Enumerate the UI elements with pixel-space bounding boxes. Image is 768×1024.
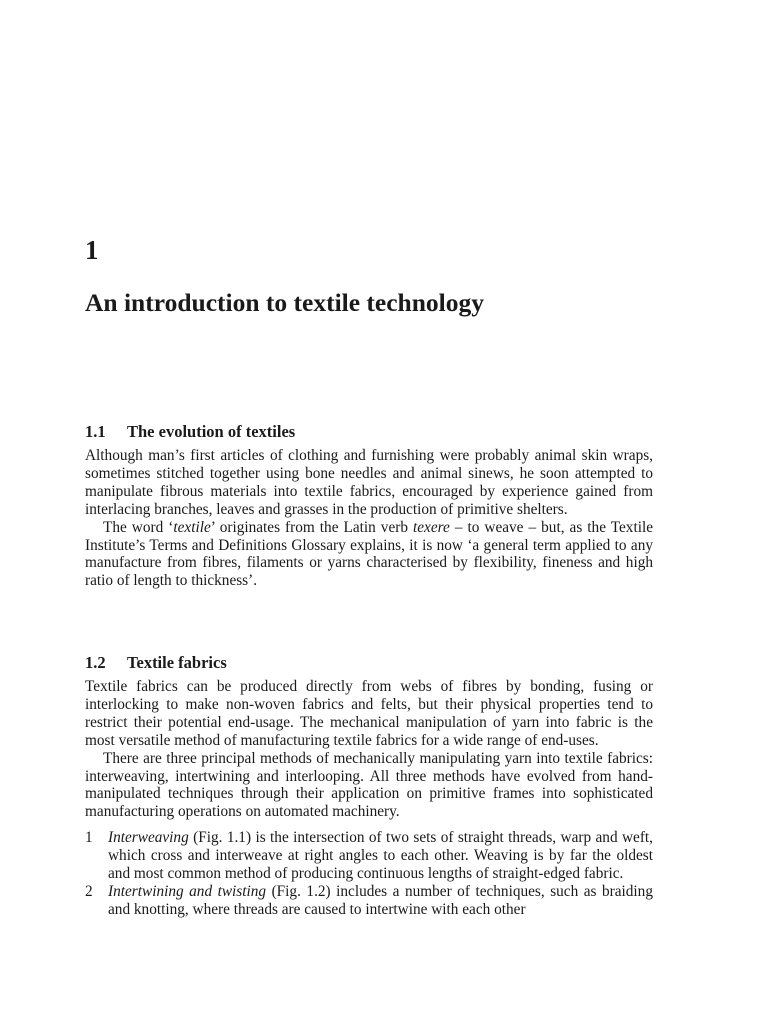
section-title: The evolution of textiles: [127, 422, 296, 441]
list-item: [85, 883, 653, 919]
list-item-text: (Fig. 1.2) includes a number of techniques, such as braiding and knotting, where threads are caused to intertwine with each other: [108, 882, 653, 918]
list-item: [85, 829, 653, 883]
section-number: 1.1: [85, 422, 106, 441]
list-item-text: (Fig. 1.1) is the intersection of two sets of straight threads, warp and weft, which cross and interweave at right angles to each other. Weaving is by far the oldest and most common method of producing continuous lengths of straight-edged fabric.: [108, 829, 653, 883]
section-title: Textile fabrics: [127, 653, 227, 672]
paragraph: Although man’s first articles of clothing and furnishing were probably animal skin wraps, sometimes stitched together using bone needles and animal sinews, he soon attempted to manipulate fibrous materials into textile fabrics, encouraged by experience gained from interlacing branches, leaves and grasses in the production of primitive shelters.: [85, 447, 653, 518]
list-item-number: 1: [85, 829, 93, 847]
section-evolution-of-textiles: [85, 421, 653, 590]
section-textile-fabrics: [85, 652, 653, 919]
paragraph: The word ‘textile’ originates from the Latin verb texere – to weave – but, as the Textile Institute’s Terms and Definitions Glossary explains, it is now ‘a general term applied to any manufacture from fibres, filaments or yarns characterised by flexibility, fineness and high ratio of length to thickness’.: [85, 518, 653, 590]
list-item-number: 2: [85, 882, 93, 900]
methods-list: [85, 829, 653, 919]
paragraph: There are three principal methods of mechanically manipulating yarn into textile fabrics: interweaving, intertwining and interlooping. All three methods have evolved from hand-manipulated techniques through their application on primitive frames into sophisticated manufacturing operations on automated machinery.: [85, 749, 653, 821]
section-heading: [85, 421, 653, 443]
chapter-title: An introduction to textile technology: [85, 288, 485, 317]
section-heading: [85, 652, 653, 674]
list-item-term: Interweaving: [108, 829, 189, 847]
paragraph: Textile fabrics can be produced directly from webs of fibres by bonding, fusing or interlocking to make non-woven fabrics and felts, but their physical properties tend to restrict their potential end-usage. The mechanical manipulation of yarn into fabric is the most versatile method of manufacturing textile fabrics for a wide range of end-uses.: [85, 678, 653, 749]
section-number: 1.2: [85, 653, 106, 672]
chapter-number: 1: [85, 235, 99, 265]
list-item-term: Intertwining and twisting: [108, 882, 267, 900]
